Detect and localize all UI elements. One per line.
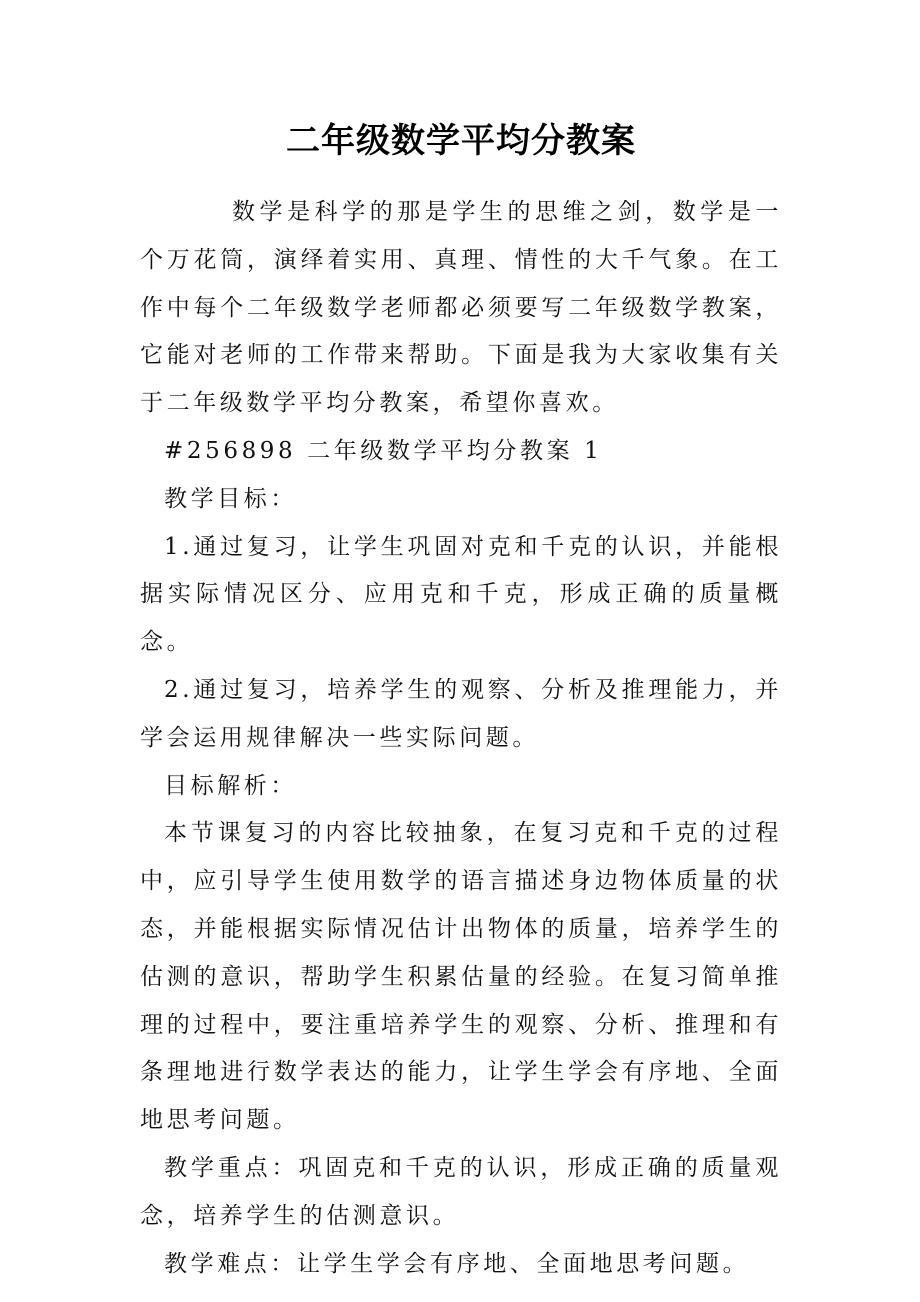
difficulties-paragraph: 教学难点：让学生学会有序地、全面地思考问题。 [164, 1250, 750, 1277]
objective-1-paragraph: 1.通过复习，让学生巩固对克和千克的认识，并能根据实际情况区分、应用克和千克，形成正确的质量概念。 [140, 533, 782, 656]
document-body [140, 189, 782, 1288]
objective-2-paragraph: 2.通过复习，培养学生的观察、分析及推理能力，并学会运用规律解决一些实际问题。 [140, 676, 782, 751]
analysis-label: 目标解析： [164, 772, 297, 799]
objectives-label: 教学目标： [164, 485, 297, 512]
section-heading: #256898 二年级数学平均分教案 1 [164, 437, 603, 464]
document-title: 二年级数学平均分教案 [286, 121, 636, 161]
intro-paragraph: 数学是科学的那是学生的思维之剑，数学是一个万花筒，演绎着实用、真理、情性的大千气象。在工作中每个二年级数学老师都必须要写二年级数学教案，它能对老师的工作带来帮助。下面是我为大家收集有关于二年级数学平均分教案，希望你喜欢。 [140, 199, 782, 417]
key-points-paragraph: 教学重点：巩固克和千克的认识，形成正确的质量观念，培养学生的估测意识。 [140, 1154, 782, 1229]
analysis-paragraph: 本节课复习的内容比较抽象，在复习克和千克的过程中，应引导学生使用数学的语言描述身边物体质量的状态，并能根据实际情况估计出物体的质量，培养学生的估测的意识，帮助学生积累估量的经验。在复习简单推理的过程中，要注重培养学生的观察、分析、推理和有条理地进行数学表达的能力，让学生学会有序地、全面地思考问题。 [140, 820, 782, 1134]
